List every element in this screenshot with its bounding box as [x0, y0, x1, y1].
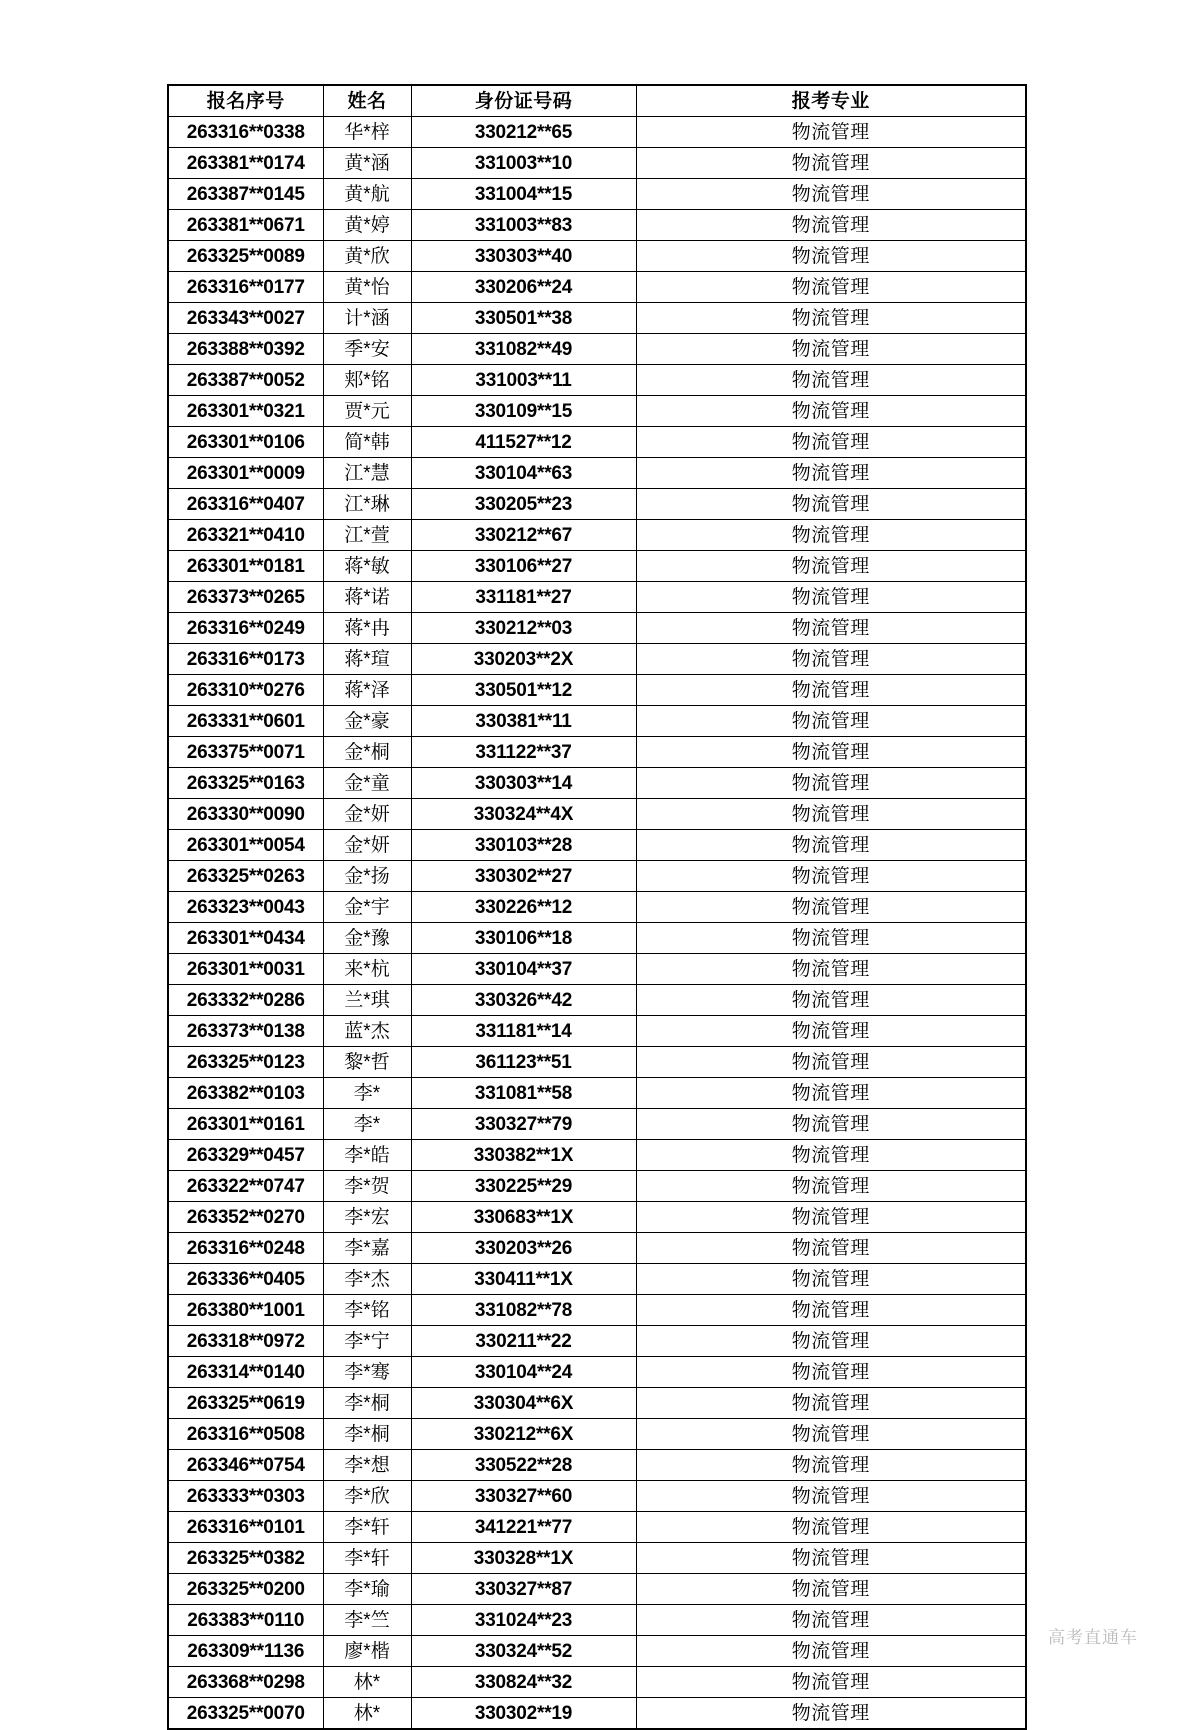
- cell-major: 物流管理: [636, 1357, 1026, 1388]
- cell-name: 黄*航: [323, 179, 411, 210]
- cell-name: 李*轩: [323, 1512, 411, 1543]
- table-row: [168, 1295, 1026, 1326]
- cell-major: 物流管理: [636, 1605, 1026, 1636]
- cell-major: 物流管理: [636, 923, 1026, 954]
- table-row: [168, 117, 1026, 148]
- cell-seq: 263381**0174: [168, 148, 323, 179]
- table-row: [168, 1636, 1026, 1667]
- cell-major: 物流管理: [636, 1295, 1026, 1326]
- cell-seq: 263301**0106: [168, 427, 323, 458]
- cell-seq: 263331**0601: [168, 706, 323, 737]
- cell-seq: 263388**0392: [168, 334, 323, 365]
- cell-name: 李*嘉: [323, 1233, 411, 1264]
- cell-id: 330203**2X: [411, 644, 636, 675]
- cell-name: 郏*铭: [323, 365, 411, 396]
- cell-name: 李*: [323, 1078, 411, 1109]
- table-row: [168, 1233, 1026, 1264]
- table-row: [168, 1419, 1026, 1450]
- cell-id: 331003**83: [411, 210, 636, 241]
- cell-major: 物流管理: [636, 396, 1026, 427]
- cell-major: 物流管理: [636, 1636, 1026, 1667]
- cell-major: 物流管理: [636, 644, 1026, 675]
- cell-seq: 263316**0508: [168, 1419, 323, 1450]
- cell-seq: 263380**1001: [168, 1295, 323, 1326]
- cell-seq: 263368**0298: [168, 1667, 323, 1698]
- cell-id: 331082**49: [411, 334, 636, 365]
- cell-id: 330302**19: [411, 1698, 636, 1730]
- cell-name: 黄*婷: [323, 210, 411, 241]
- table-row: [168, 1140, 1026, 1171]
- cell-seq: 263325**0089: [168, 241, 323, 272]
- cell-id: 330501**12: [411, 675, 636, 706]
- table-header: [168, 85, 1026, 117]
- column-header-seq: 报名序号: [168, 85, 323, 117]
- cell-id: 411527**12: [411, 427, 636, 458]
- cell-seq: 263325**0619: [168, 1388, 323, 1419]
- table-row: [168, 241, 1026, 272]
- cell-seq: 263336**0405: [168, 1264, 323, 1295]
- table-row: [168, 489, 1026, 520]
- cell-name: 金*妍: [323, 830, 411, 861]
- table-row: [168, 458, 1026, 489]
- table-row: [168, 799, 1026, 830]
- cell-major: 物流管理: [636, 830, 1026, 861]
- table-row: [168, 892, 1026, 923]
- cell-major: 物流管理: [636, 334, 1026, 365]
- table-row: [168, 1512, 1026, 1543]
- cell-name: 江*萱: [323, 520, 411, 551]
- table-row: [168, 1047, 1026, 1078]
- cell-major: 物流管理: [636, 1047, 1026, 1078]
- table-row: [168, 923, 1026, 954]
- cell-major: 物流管理: [636, 303, 1026, 334]
- watermark: 高考直通车: [1048, 1628, 1138, 1647]
- table-row: [168, 1171, 1026, 1202]
- cell-name: 金*妍: [323, 799, 411, 830]
- cell-seq: 263387**0145: [168, 179, 323, 210]
- cell-seq: 263329**0457: [168, 1140, 323, 1171]
- cell-id: 330212**03: [411, 613, 636, 644]
- cell-seq: 263301**0031: [168, 954, 323, 985]
- cell-major: 物流管理: [636, 1109, 1026, 1140]
- cell-name: 李*欣: [323, 1481, 411, 1512]
- cell-major: 物流管理: [636, 427, 1026, 458]
- table-row: [168, 737, 1026, 768]
- cell-name: 黎*哲: [323, 1047, 411, 1078]
- cell-name: 李*骞: [323, 1357, 411, 1388]
- cell-seq: 263330**0090: [168, 799, 323, 830]
- cell-seq: 263301**0054: [168, 830, 323, 861]
- cell-seq: 263325**0263: [168, 861, 323, 892]
- cell-major: 物流管理: [636, 1326, 1026, 1357]
- table-row: [168, 520, 1026, 551]
- table-row: [168, 1357, 1026, 1388]
- cell-major: 物流管理: [636, 458, 1026, 489]
- table-row: [168, 1326, 1026, 1357]
- cell-name: 金*童: [323, 768, 411, 799]
- cell-name: 林*: [323, 1667, 411, 1698]
- cell-id: 330824**32: [411, 1667, 636, 1698]
- column-header-major: 报考专业: [636, 85, 1026, 117]
- cell-name: 金*扬: [323, 861, 411, 892]
- cell-name: 蒋*敏: [323, 551, 411, 582]
- table-row: [168, 1078, 1026, 1109]
- table-row: [168, 272, 1026, 303]
- cell-id: 330324**52: [411, 1636, 636, 1667]
- cell-name: 李*杰: [323, 1264, 411, 1295]
- cell-major: 物流管理: [636, 1140, 1026, 1171]
- cell-id: 330327**79: [411, 1109, 636, 1140]
- cell-id: 331081**58: [411, 1078, 636, 1109]
- cell-major: 物流管理: [636, 1419, 1026, 1450]
- table-row: [168, 179, 1026, 210]
- cell-id: 330106**18: [411, 923, 636, 954]
- cell-seq: 263318**0972: [168, 1326, 323, 1357]
- cell-id: 330203**26: [411, 1233, 636, 1264]
- cell-id: 331024**23: [411, 1605, 636, 1636]
- cell-major: 物流管理: [636, 1016, 1026, 1047]
- cell-major: 物流管理: [636, 551, 1026, 582]
- cell-id: 330302**27: [411, 861, 636, 892]
- cell-seq: 263352**0270: [168, 1202, 323, 1233]
- cell-name: 李*贺: [323, 1171, 411, 1202]
- cell-seq: 263375**0071: [168, 737, 323, 768]
- cell-major: 物流管理: [636, 737, 1026, 768]
- cell-name: 简*韩: [323, 427, 411, 458]
- table-row: [168, 210, 1026, 241]
- cell-major: 物流管理: [636, 179, 1026, 210]
- cell-major: 物流管理: [636, 675, 1026, 706]
- cell-major: 物流管理: [636, 1698, 1026, 1730]
- cell-seq: 263310**0276: [168, 675, 323, 706]
- cell-seq: 263301**0009: [168, 458, 323, 489]
- cell-name: 华*梓: [323, 117, 411, 148]
- cell-id: 330327**60: [411, 1481, 636, 1512]
- table-row: [168, 551, 1026, 582]
- cell-major: 物流管理: [636, 985, 1026, 1016]
- cell-name: 李*宏: [323, 1202, 411, 1233]
- cell-major: 物流管理: [636, 489, 1026, 520]
- cell-id: 330411**1X: [411, 1264, 636, 1295]
- cell-id: 330212**67: [411, 520, 636, 551]
- cell-id: 331122**37: [411, 737, 636, 768]
- cell-id: 330522**28: [411, 1450, 636, 1481]
- table-header-row: [168, 85, 1026, 117]
- table-row: [168, 396, 1026, 427]
- cell-name: 蓝*杰: [323, 1016, 411, 1047]
- table-row: [168, 1543, 1026, 1574]
- cell-id: 330226**12: [411, 892, 636, 923]
- cell-name: 黄*怡: [323, 272, 411, 303]
- cell-seq: 263382**0103: [168, 1078, 323, 1109]
- cell-seq: 263316**0177: [168, 272, 323, 303]
- cell-id: 330382**1X: [411, 1140, 636, 1171]
- cell-major: 物流管理: [636, 1233, 1026, 1264]
- table-row: [168, 148, 1026, 179]
- cell-major: 物流管理: [636, 892, 1026, 923]
- cell-name: 李*皓: [323, 1140, 411, 1171]
- cell-major: 物流管理: [636, 365, 1026, 396]
- cell-major: 物流管理: [636, 706, 1026, 737]
- cell-id: 330326**42: [411, 985, 636, 1016]
- table-row: [168, 427, 1026, 458]
- cell-seq: 263373**0138: [168, 1016, 323, 1047]
- cell-major: 物流管理: [636, 1388, 1026, 1419]
- cell-id: 330104**37: [411, 954, 636, 985]
- cell-id: 330109**15: [411, 396, 636, 427]
- cell-name: 李*铭: [323, 1295, 411, 1326]
- table-row: [168, 582, 1026, 613]
- cell-major: 物流管理: [636, 954, 1026, 985]
- cell-id: 361123**51: [411, 1047, 636, 1078]
- cell-name: 黄*欣: [323, 241, 411, 272]
- cell-major: 物流管理: [636, 613, 1026, 644]
- cell-seq: 263316**0407: [168, 489, 323, 520]
- table-row: [168, 1605, 1026, 1636]
- cell-name: 李*: [323, 1109, 411, 1140]
- cell-seq: 263301**0161: [168, 1109, 323, 1140]
- cell-major: 物流管理: [636, 1078, 1026, 1109]
- cell-id: 330211**22: [411, 1326, 636, 1357]
- cell-seq: 263301**0181: [168, 551, 323, 582]
- cell-major: 物流管理: [636, 210, 1026, 241]
- cell-major: 物流管理: [636, 241, 1026, 272]
- cell-id: 330303**14: [411, 768, 636, 799]
- cell-name: 黄*涵: [323, 148, 411, 179]
- cell-id: 341221**77: [411, 1512, 636, 1543]
- cell-name: 江*琳: [323, 489, 411, 520]
- cell-name: 贾*元: [323, 396, 411, 427]
- cell-id: 331082**78: [411, 1295, 636, 1326]
- cell-seq: 263387**0052: [168, 365, 323, 396]
- table-row: [168, 1574, 1026, 1605]
- table-row: [168, 830, 1026, 861]
- cell-name: 蒋*瑄: [323, 644, 411, 675]
- cell-id: 330225**29: [411, 1171, 636, 1202]
- cell-id: 331004**15: [411, 179, 636, 210]
- column-header-name: 姓名: [323, 85, 411, 117]
- cell-id: 330212**6X: [411, 1419, 636, 1450]
- cell-name: 蒋*诺: [323, 582, 411, 613]
- cell-seq: 263343**0027: [168, 303, 323, 334]
- cell-id: 330106**27: [411, 551, 636, 582]
- cell-name: 金*宇: [323, 892, 411, 923]
- cell-seq: 263325**0200: [168, 1574, 323, 1605]
- cell-seq: 263333**0303: [168, 1481, 323, 1512]
- cell-seq: 263346**0754: [168, 1450, 323, 1481]
- cell-name: 李*竺: [323, 1605, 411, 1636]
- cell-major: 物流管理: [636, 582, 1026, 613]
- cell-id: 331181**27: [411, 582, 636, 613]
- cell-id: 330103**28: [411, 830, 636, 861]
- cell-name: 李*宁: [323, 1326, 411, 1357]
- cell-id: 330324**4X: [411, 799, 636, 830]
- cell-seq: 263325**0163: [168, 768, 323, 799]
- cell-id: 330205**23: [411, 489, 636, 520]
- cell-name: 李*桐: [323, 1388, 411, 1419]
- cell-seq: 263323**0043: [168, 892, 323, 923]
- cell-id: 330381**11: [411, 706, 636, 737]
- cell-seq: 263316**0338: [168, 117, 323, 148]
- table-row: [168, 644, 1026, 675]
- cell-name: 金*豫: [323, 923, 411, 954]
- roster-table-container: [167, 84, 1025, 1730]
- table-row: [168, 1481, 1026, 1512]
- table-row: [168, 1016, 1026, 1047]
- cell-seq: 263316**0248: [168, 1233, 323, 1264]
- table-row: [168, 1264, 1026, 1295]
- cell-name: 来*杭: [323, 954, 411, 985]
- cell-name: 金*豪: [323, 706, 411, 737]
- table-row: [168, 365, 1026, 396]
- cell-major: 物流管理: [636, 1574, 1026, 1605]
- cell-major: 物流管理: [636, 799, 1026, 830]
- cell-name: 江*慧: [323, 458, 411, 489]
- cell-id: 330206**24: [411, 272, 636, 303]
- cell-seq: 263301**0434: [168, 923, 323, 954]
- cell-major: 物流管理: [636, 117, 1026, 148]
- cell-seq: 263373**0265: [168, 582, 323, 613]
- cell-seq: 263325**0382: [168, 1543, 323, 1574]
- table-row: [168, 985, 1026, 1016]
- cell-name: 李*桐: [323, 1419, 411, 1450]
- cell-seq: 263301**0321: [168, 396, 323, 427]
- cell-id: 330104**63: [411, 458, 636, 489]
- cell-seq: 263332**0286: [168, 985, 323, 1016]
- cell-id: 330327**87: [411, 1574, 636, 1605]
- cell-name: 李*瑜: [323, 1574, 411, 1605]
- table-row: [168, 1450, 1026, 1481]
- cell-seq: 263322**0747: [168, 1171, 323, 1202]
- cell-major: 物流管理: [636, 1667, 1026, 1698]
- cell-id: 330303**40: [411, 241, 636, 272]
- table-row: [168, 1109, 1026, 1140]
- table-row: [168, 706, 1026, 737]
- cell-name: 李*轩: [323, 1543, 411, 1574]
- table-row: [168, 768, 1026, 799]
- cell-id: 330304**6X: [411, 1388, 636, 1419]
- cell-seq: 263325**0123: [168, 1047, 323, 1078]
- cell-seq: 263316**0101: [168, 1512, 323, 1543]
- table-row: [168, 1698, 1026, 1730]
- cell-major: 物流管理: [636, 768, 1026, 799]
- cell-id: 331003**11: [411, 365, 636, 396]
- table-body: [168, 117, 1026, 1730]
- cell-major: 物流管理: [636, 272, 1026, 303]
- table-row: [168, 613, 1026, 644]
- cell-major: 物流管理: [636, 1202, 1026, 1233]
- cell-id: 330683**1X: [411, 1202, 636, 1233]
- cell-major: 物流管理: [636, 1543, 1026, 1574]
- table-row: [168, 861, 1026, 892]
- table-row: [168, 334, 1026, 365]
- roster-table: [167, 84, 1027, 1730]
- cell-seq: 263309**1136: [168, 1636, 323, 1667]
- cell-major: 物流管理: [636, 520, 1026, 551]
- cell-major: 物流管理: [636, 1481, 1026, 1512]
- cell-major: 物流管理: [636, 1264, 1026, 1295]
- cell-name: 林*: [323, 1698, 411, 1730]
- cell-major: 物流管理: [636, 861, 1026, 892]
- cell-seq: 263314**0140: [168, 1357, 323, 1388]
- cell-major: 物流管理: [636, 1171, 1026, 1202]
- cell-id: 330501**38: [411, 303, 636, 334]
- cell-name: 计*涵: [323, 303, 411, 334]
- cell-name: 金*桐: [323, 737, 411, 768]
- cell-id: 331181**14: [411, 1016, 636, 1047]
- cell-seq: 263316**0173: [168, 644, 323, 675]
- cell-seq: 263381**0671: [168, 210, 323, 241]
- cell-name: 季*安: [323, 334, 411, 365]
- cell-id: 330104**24: [411, 1357, 636, 1388]
- cell-major: 物流管理: [636, 1512, 1026, 1543]
- table-row: [168, 1388, 1026, 1419]
- cell-seq: 263321**0410: [168, 520, 323, 551]
- cell-name: 兰*琪: [323, 985, 411, 1016]
- cell-id: 330328**1X: [411, 1543, 636, 1574]
- table-row: [168, 675, 1026, 706]
- cell-name: 李*想: [323, 1450, 411, 1481]
- cell-seq: 263316**0249: [168, 613, 323, 644]
- cell-name: 蒋*泽: [323, 675, 411, 706]
- cell-name: 廖*楷: [323, 1636, 411, 1667]
- cell-seq: 263325**0070: [168, 1698, 323, 1730]
- cell-seq: 263383**0110: [168, 1605, 323, 1636]
- cell-id: 331003**10: [411, 148, 636, 179]
- cell-name: 蒋*冉: [323, 613, 411, 644]
- cell-id: 330212**65: [411, 117, 636, 148]
- cell-major: 物流管理: [636, 148, 1026, 179]
- table-row: [168, 1202, 1026, 1233]
- table-row: [168, 1667, 1026, 1698]
- table-row: [168, 954, 1026, 985]
- column-header-id: 身份证号码: [411, 85, 636, 117]
- cell-major: 物流管理: [636, 1450, 1026, 1481]
- table-row: [168, 303, 1026, 334]
